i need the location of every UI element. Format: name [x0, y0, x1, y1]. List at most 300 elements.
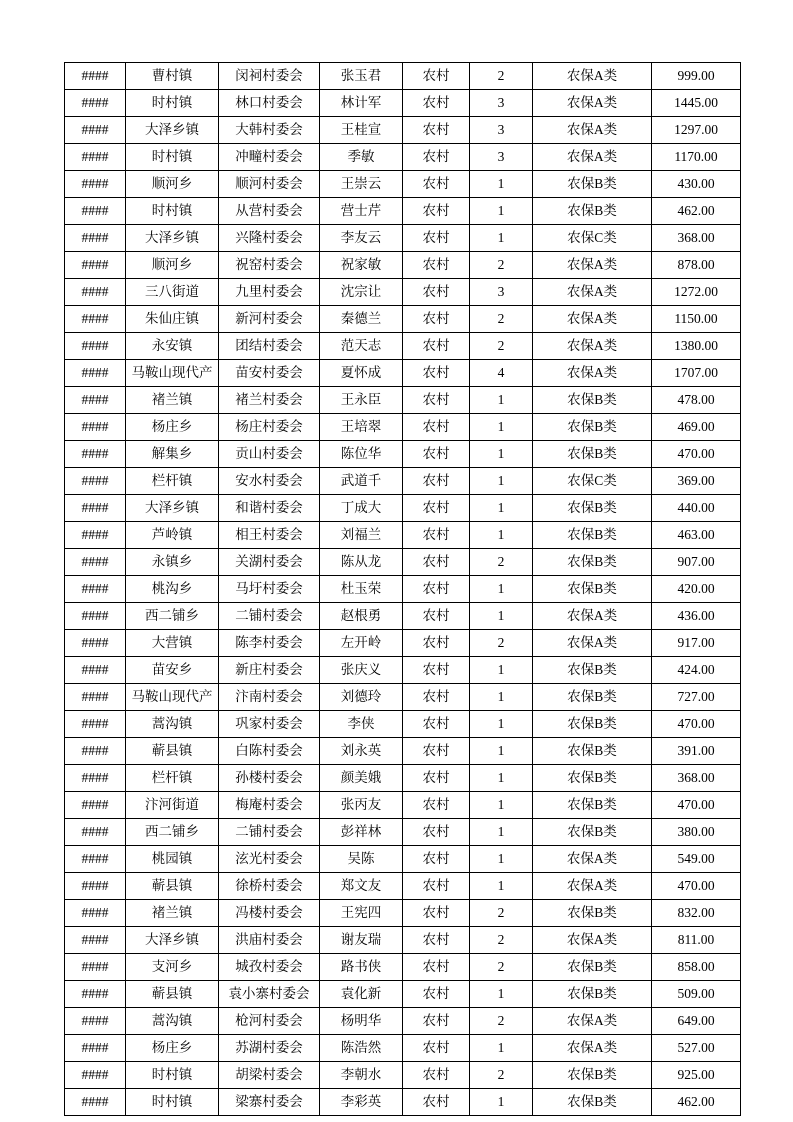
cell-category: 农保B类 [533, 657, 652, 684]
cell-category: 农保B类 [533, 387, 652, 414]
cell-town: 西二铺乡 [126, 819, 219, 846]
cell-people-count: 3 [470, 117, 533, 144]
cell-amount: 917.00 [652, 630, 741, 657]
cell-category: 农保B类 [533, 549, 652, 576]
cell-name: 王桂宣 [320, 117, 403, 144]
cell-village: 枪河村委会 [219, 1008, 320, 1035]
cell-village: 关湖村委会 [219, 549, 320, 576]
cell-name: 营士芹 [320, 198, 403, 225]
cell-town: 三八街道 [126, 279, 219, 306]
cell-household-type: 农村 [403, 657, 470, 684]
cell-code: #### [65, 1035, 126, 1062]
cell-category: 农保B类 [533, 522, 652, 549]
cell-village: 贡山村委会 [219, 441, 320, 468]
cell-people-count: 1 [470, 495, 533, 522]
cell-amount: 470.00 [652, 441, 741, 468]
cell-village: 陈李村委会 [219, 630, 320, 657]
cell-category: 农保A类 [533, 1035, 652, 1062]
cell-people-count: 3 [470, 279, 533, 306]
cell-household-type: 农村 [403, 630, 470, 657]
cell-category: 农保A类 [533, 279, 652, 306]
cell-household-type: 农村 [403, 63, 470, 90]
cell-amount: 430.00 [652, 171, 741, 198]
table-row [65, 684, 741, 711]
cell-people-count: 2 [470, 927, 533, 954]
cell-amount: 509.00 [652, 981, 741, 1008]
cell-household-type: 农村 [403, 279, 470, 306]
cell-code: #### [65, 711, 126, 738]
table-row [65, 360, 741, 387]
cell-category: 农保B类 [533, 1089, 652, 1116]
cell-town: 大泽乡镇 [126, 117, 219, 144]
table-row [65, 819, 741, 846]
cell-name: 王宪四 [320, 900, 403, 927]
cell-people-count: 1 [470, 522, 533, 549]
cell-village: 袁小寨村委会 [219, 981, 320, 1008]
cell-code: #### [65, 198, 126, 225]
cell-household-type: 农村 [403, 549, 470, 576]
cell-village: 祝窑村委会 [219, 252, 320, 279]
cell-name: 刘德玲 [320, 684, 403, 711]
cell-village: 杨庄村委会 [219, 414, 320, 441]
table-row [65, 387, 741, 414]
cell-people-count: 2 [470, 630, 533, 657]
table-row [65, 441, 741, 468]
cell-household-type: 农村 [403, 441, 470, 468]
cell-name: 丁成大 [320, 495, 403, 522]
cell-village: 顺河村委会 [219, 171, 320, 198]
cell-code: #### [65, 468, 126, 495]
cell-town: 时村镇 [126, 144, 219, 171]
cell-category: 农保A类 [533, 630, 652, 657]
cell-amount: 463.00 [652, 522, 741, 549]
cell-village: 苗安村委会 [219, 360, 320, 387]
cell-code: #### [65, 117, 126, 144]
table-row [65, 657, 741, 684]
cell-code: #### [65, 549, 126, 576]
cell-amount: 727.00 [652, 684, 741, 711]
cell-village: 新庄村委会 [219, 657, 320, 684]
cell-name: 陈位华 [320, 441, 403, 468]
cell-household-type: 农村 [403, 360, 470, 387]
cell-category: 农保B类 [533, 684, 652, 711]
cell-amount: 907.00 [652, 549, 741, 576]
cell-amount: 368.00 [652, 225, 741, 252]
cell-name: 谢友瑞 [320, 927, 403, 954]
cell-category: 农保A类 [533, 873, 652, 900]
cell-village: 褚兰村委会 [219, 387, 320, 414]
cell-name: 林计军 [320, 90, 403, 117]
cell-code: #### [65, 657, 126, 684]
cell-village: 梅庵村委会 [219, 792, 320, 819]
cell-people-count: 1 [470, 738, 533, 765]
table-row [65, 927, 741, 954]
cell-category: 农保A类 [533, 360, 652, 387]
cell-category: 农保C类 [533, 225, 652, 252]
cell-household-type: 农村 [403, 306, 470, 333]
cell-village: 冯楼村委会 [219, 900, 320, 927]
cell-name: 范天志 [320, 333, 403, 360]
cell-code: #### [65, 414, 126, 441]
cell-household-type: 农村 [403, 198, 470, 225]
cell-amount: 470.00 [652, 873, 741, 900]
cell-name: 路书侠 [320, 954, 403, 981]
cell-village: 兴隆村委会 [219, 225, 320, 252]
cell-people-count: 2 [470, 1008, 533, 1035]
cell-town: 大泽乡镇 [126, 495, 219, 522]
cell-household-type: 农村 [403, 468, 470, 495]
cell-code: #### [65, 684, 126, 711]
cell-town: 永镇乡 [126, 549, 219, 576]
table-row [65, 765, 741, 792]
cell-code: #### [65, 954, 126, 981]
table-row [65, 252, 741, 279]
cell-town: 桃园镇 [126, 846, 219, 873]
cell-amount: 878.00 [652, 252, 741, 279]
cell-town: 杨庄乡 [126, 414, 219, 441]
cell-household-type: 农村 [403, 954, 470, 981]
cell-category: 农保A类 [533, 603, 652, 630]
table-row [65, 981, 741, 1008]
cell-town: 顺河乡 [126, 252, 219, 279]
cell-people-count: 1 [470, 684, 533, 711]
cell-amount: 462.00 [652, 1089, 741, 1116]
cell-category: 农保B类 [533, 819, 652, 846]
cell-code: #### [65, 225, 126, 252]
cell-category: 农保A类 [533, 1008, 652, 1035]
cell-name: 张玉君 [320, 63, 403, 90]
table-row [65, 1008, 741, 1035]
table-row [65, 90, 741, 117]
cell-name: 王永臣 [320, 387, 403, 414]
cell-household-type: 农村 [403, 927, 470, 954]
table-row [65, 603, 741, 630]
cell-code: #### [65, 144, 126, 171]
table-row [65, 468, 741, 495]
cell-code: #### [65, 900, 126, 927]
cell-household-type: 农村 [403, 117, 470, 144]
cell-town: 杨庄乡 [126, 1035, 219, 1062]
cell-category: 农保B类 [533, 954, 652, 981]
cell-village: 马圩村委会 [219, 576, 320, 603]
cell-household-type: 农村 [403, 414, 470, 441]
cell-town: 褚兰镇 [126, 900, 219, 927]
cell-code: #### [65, 603, 126, 630]
cell-code: #### [65, 927, 126, 954]
cell-town: 支河乡 [126, 954, 219, 981]
cell-household-type: 农村 [403, 873, 470, 900]
cell-village: 二铺村委会 [219, 603, 320, 630]
cell-code: #### [65, 981, 126, 1008]
cell-name: 沈宗让 [320, 279, 403, 306]
table-body [65, 63, 741, 1116]
cell-town: 芦岭镇 [126, 522, 219, 549]
cell-people-count: 3 [470, 144, 533, 171]
cell-town: 褚兰镇 [126, 387, 219, 414]
cell-amount: 549.00 [652, 846, 741, 873]
cell-code: #### [65, 765, 126, 792]
table-row [65, 738, 741, 765]
cell-amount: 999.00 [652, 63, 741, 90]
cell-town: 时村镇 [126, 90, 219, 117]
table-row [65, 1035, 741, 1062]
cell-category: 农保B类 [533, 171, 652, 198]
cell-code: #### [65, 360, 126, 387]
cell-town: 曹村镇 [126, 63, 219, 90]
cell-village: 团结村委会 [219, 333, 320, 360]
cell-town: 桃沟乡 [126, 576, 219, 603]
cell-code: #### [65, 495, 126, 522]
cell-people-count: 1 [470, 873, 533, 900]
cell-category: 农保B类 [533, 900, 652, 927]
cell-household-type: 农村 [403, 1008, 470, 1035]
cell-village: 泫光村委会 [219, 846, 320, 873]
subsidy-table [64, 62, 741, 1116]
cell-amount: 1445.00 [652, 90, 741, 117]
cell-code: #### [65, 738, 126, 765]
cell-town: 顺河乡 [126, 171, 219, 198]
cell-category: 农保B类 [533, 441, 652, 468]
cell-name: 李朝水 [320, 1062, 403, 1089]
cell-category: 农保A类 [533, 117, 652, 144]
table-row [65, 333, 741, 360]
cell-category: 农保A类 [533, 252, 652, 279]
cell-town: 马鞍山现代产 [126, 684, 219, 711]
cell-category: 农保B类 [533, 414, 652, 441]
cell-people-count: 1 [470, 171, 533, 198]
table-row [65, 63, 741, 90]
table-row [65, 1089, 741, 1116]
cell-amount: 649.00 [652, 1008, 741, 1035]
cell-category: 农保B类 [533, 981, 652, 1008]
cell-village: 新河村委会 [219, 306, 320, 333]
cell-amount: 527.00 [652, 1035, 741, 1062]
cell-household-type: 农村 [403, 819, 470, 846]
cell-name: 陈浩然 [320, 1035, 403, 1062]
cell-category: 农保A类 [533, 144, 652, 171]
cell-amount: 391.00 [652, 738, 741, 765]
cell-town: 时村镇 [126, 198, 219, 225]
cell-amount: 1150.00 [652, 306, 741, 333]
table-row [65, 1062, 741, 1089]
cell-amount: 478.00 [652, 387, 741, 414]
cell-people-count: 1 [470, 792, 533, 819]
cell-people-count: 1 [470, 1089, 533, 1116]
cell-code: #### [65, 63, 126, 90]
cell-village: 孙楼村委会 [219, 765, 320, 792]
cell-household-type: 农村 [403, 1035, 470, 1062]
table-row [65, 414, 741, 441]
cell-household-type: 农村 [403, 576, 470, 603]
table-row [65, 792, 741, 819]
cell-people-count: 2 [470, 63, 533, 90]
table-row [65, 576, 741, 603]
cell-household-type: 农村 [403, 90, 470, 117]
cell-household-type: 农村 [403, 225, 470, 252]
cell-people-count: 2 [470, 1062, 533, 1089]
cell-code: #### [65, 522, 126, 549]
cell-category: 农保B类 [533, 495, 652, 522]
table-row [65, 900, 741, 927]
table-row [65, 306, 741, 333]
cell-name: 张丙友 [320, 792, 403, 819]
cell-village: 徐桥村委会 [219, 873, 320, 900]
cell-people-count: 1 [470, 468, 533, 495]
cell-town: 蕲县镇 [126, 738, 219, 765]
table-row [65, 144, 741, 171]
cell-people-count: 1 [470, 1035, 533, 1062]
cell-category: 农保B类 [533, 765, 652, 792]
cell-people-count: 1 [470, 981, 533, 1008]
cell-category: 农保B类 [533, 792, 652, 819]
table-row [65, 630, 741, 657]
cell-people-count: 2 [470, 252, 533, 279]
cell-code: #### [65, 306, 126, 333]
cell-people-count: 1 [470, 765, 533, 792]
cell-people-count: 1 [470, 576, 533, 603]
cell-name: 左开岭 [320, 630, 403, 657]
table-row [65, 279, 741, 306]
table-row [65, 495, 741, 522]
cell-people-count: 4 [470, 360, 533, 387]
cell-household-type: 农村 [403, 684, 470, 711]
cell-category: 农保A类 [533, 846, 652, 873]
cell-name: 王崇云 [320, 171, 403, 198]
cell-people-count: 2 [470, 333, 533, 360]
cell-household-type: 农村 [403, 333, 470, 360]
cell-name: 赵根勇 [320, 603, 403, 630]
cell-category: 农保B类 [533, 738, 652, 765]
cell-village: 安水村委会 [219, 468, 320, 495]
cell-name: 李彩英 [320, 1089, 403, 1116]
cell-household-type: 农村 [403, 144, 470, 171]
cell-village: 城孜村委会 [219, 954, 320, 981]
table-row [65, 225, 741, 252]
cell-amount: 811.00 [652, 927, 741, 954]
cell-household-type: 农村 [403, 495, 470, 522]
cell-village: 白陈村委会 [219, 738, 320, 765]
cell-town: 永安镇 [126, 333, 219, 360]
cell-people-count: 3 [470, 90, 533, 117]
cell-village: 苏湖村委会 [219, 1035, 320, 1062]
cell-household-type: 农村 [403, 252, 470, 279]
cell-code: #### [65, 171, 126, 198]
cell-amount: 925.00 [652, 1062, 741, 1089]
cell-name: 夏怀成 [320, 360, 403, 387]
cell-village: 闵祠村委会 [219, 63, 320, 90]
cell-village: 大韩村委会 [219, 117, 320, 144]
cell-code: #### [65, 90, 126, 117]
table-row [65, 954, 741, 981]
cell-town: 栏杆镇 [126, 765, 219, 792]
cell-amount: 1297.00 [652, 117, 741, 144]
cell-household-type: 农村 [403, 171, 470, 198]
cell-village: 汴南村委会 [219, 684, 320, 711]
cell-people-count: 1 [470, 387, 533, 414]
cell-village: 二铺村委会 [219, 819, 320, 846]
cell-village: 和谐村委会 [219, 495, 320, 522]
cell-village: 林口村委会 [219, 90, 320, 117]
cell-town: 西二铺乡 [126, 603, 219, 630]
cell-name: 张庆义 [320, 657, 403, 684]
cell-people-count: 1 [470, 819, 533, 846]
cell-village: 胡梁村委会 [219, 1062, 320, 1089]
table-row [65, 846, 741, 873]
cell-household-type: 农村 [403, 765, 470, 792]
table-row [65, 171, 741, 198]
cell-amount: 420.00 [652, 576, 741, 603]
cell-household-type: 农村 [403, 846, 470, 873]
cell-code: #### [65, 279, 126, 306]
table-row [65, 711, 741, 738]
cell-category: 农保A类 [533, 306, 652, 333]
cell-people-count: 1 [470, 846, 533, 873]
cell-name: 李侠 [320, 711, 403, 738]
cell-name: 季敏 [320, 144, 403, 171]
cell-name: 李友云 [320, 225, 403, 252]
cell-town: 解集乡 [126, 441, 219, 468]
cell-category: 农保A类 [533, 927, 652, 954]
cell-category: 农保A类 [533, 333, 652, 360]
cell-code: #### [65, 387, 126, 414]
cell-name: 杨明华 [320, 1008, 403, 1035]
cell-code: #### [65, 846, 126, 873]
cell-household-type: 农村 [403, 387, 470, 414]
cell-amount: 858.00 [652, 954, 741, 981]
cell-household-type: 农村 [403, 1089, 470, 1116]
cell-town: 大泽乡镇 [126, 225, 219, 252]
cell-amount: 369.00 [652, 468, 741, 495]
cell-category: 农保B类 [533, 711, 652, 738]
cell-village: 梁寨村委会 [219, 1089, 320, 1116]
cell-town: 朱仙庄镇 [126, 306, 219, 333]
cell-village: 洪庙村委会 [219, 927, 320, 954]
cell-category: 农保B类 [533, 198, 652, 225]
cell-amount: 436.00 [652, 603, 741, 630]
cell-name: 袁化新 [320, 981, 403, 1008]
cell-people-count: 2 [470, 549, 533, 576]
cell-category: 农保B类 [533, 1062, 652, 1089]
table-row [65, 522, 741, 549]
cell-category: 农保B类 [533, 576, 652, 603]
cell-name: 王培翠 [320, 414, 403, 441]
cell-town: 苗安乡 [126, 657, 219, 684]
cell-amount: 470.00 [652, 711, 741, 738]
table-row [65, 117, 741, 144]
cell-amount: 1707.00 [652, 360, 741, 387]
cell-name: 祝家敏 [320, 252, 403, 279]
cell-name: 秦德兰 [320, 306, 403, 333]
cell-name: 陈从龙 [320, 549, 403, 576]
table-row [65, 198, 741, 225]
cell-household-type: 农村 [403, 603, 470, 630]
cell-people-count: 1 [470, 603, 533, 630]
cell-people-count: 1 [470, 711, 533, 738]
cell-amount: 1380.00 [652, 333, 741, 360]
cell-town: 马鞍山现代产 [126, 360, 219, 387]
cell-amount: 380.00 [652, 819, 741, 846]
cell-name: 郑文友 [320, 873, 403, 900]
cell-town: 栏杆镇 [126, 468, 219, 495]
cell-code: #### [65, 873, 126, 900]
cell-people-count: 1 [470, 414, 533, 441]
cell-town: 蒿沟镇 [126, 1008, 219, 1035]
cell-name: 彭祥林 [320, 819, 403, 846]
cell-household-type: 农村 [403, 522, 470, 549]
table-row [65, 549, 741, 576]
cell-village: 冲疃村委会 [219, 144, 320, 171]
cell-code: #### [65, 819, 126, 846]
